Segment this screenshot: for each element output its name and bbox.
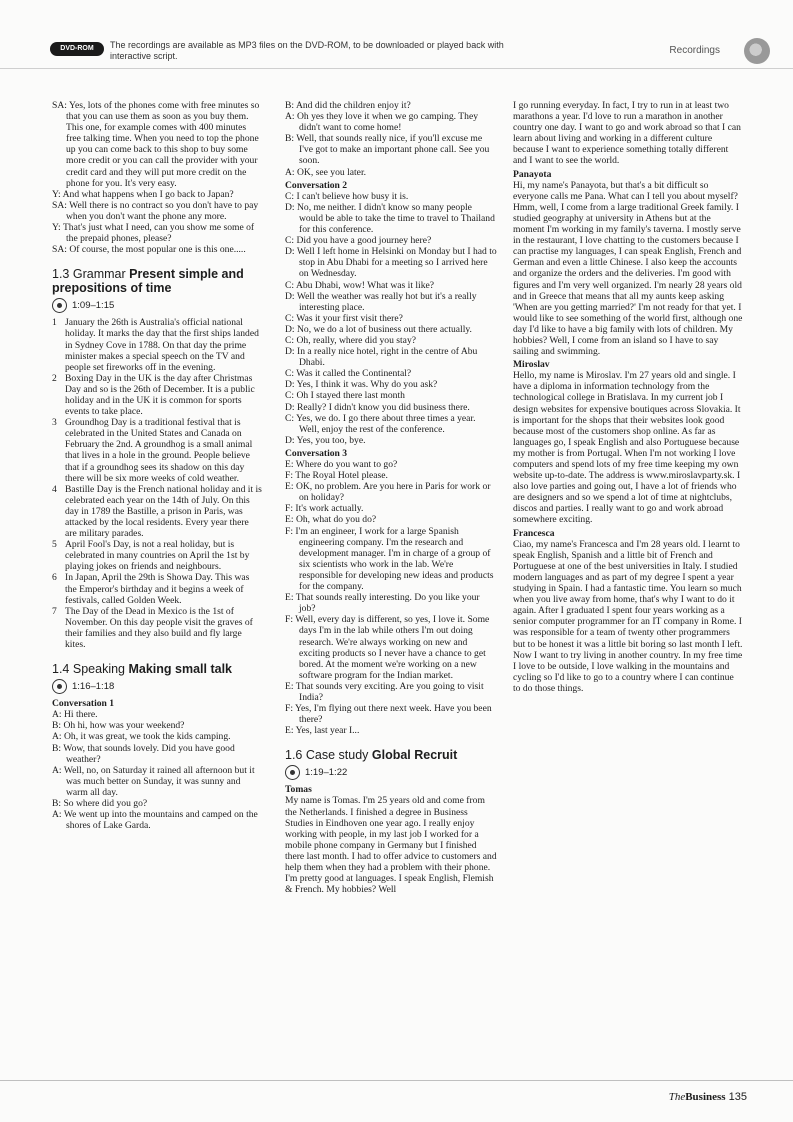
speaker-tag: D: — [285, 434, 297, 446]
list-item — [52, 572, 262, 605]
speaker-tag: E: — [285, 481, 296, 493]
dialogue-line — [285, 681, 497, 703]
line-text: Yes, you too, bye. — [296, 434, 366, 446]
speaker-tag: A: — [52, 809, 64, 821]
line-text: Wow, that sounds lovely. Did you have good weather? — [63, 742, 235, 765]
line-text: Well the weather was really hot but it's a really interesting place. — [296, 290, 477, 313]
speaker-tag: E: — [285, 592, 296, 604]
line-text: Well I left home in Helsinki on Monday but I had to stop in Abu Dhabi for a meeting so I arrived here on Wednesday. — [296, 246, 497, 280]
dialogue-line — [285, 413, 497, 435]
section-heading-1-3: 1.3 Grammar Present simple and prepositions of time — [52, 267, 244, 296]
speaker-name: Francesca — [513, 527, 555, 539]
line-text: Oh yes they love it when we go camping. They didn't want to come home! — [297, 111, 478, 134]
dialogue-line — [285, 111, 497, 133]
dialogue-line — [285, 470, 497, 481]
brand: TheBusiness — [668, 1091, 726, 1103]
disc-icon — [744, 38, 770, 64]
list-item — [52, 317, 262, 372]
line-text: Oh, what do you do? — [295, 514, 377, 526]
list-item — [52, 606, 262, 650]
dialogue-line — [52, 222, 262, 244]
dialogue-line — [285, 526, 497, 593]
dialogue-line — [285, 435, 497, 446]
list-item — [52, 539, 262, 572]
page-footer — [669, 1091, 747, 1103]
item-number: 1 — [52, 317, 57, 329]
line-text: That sounds really interesting. Do you like your job? — [295, 592, 480, 615]
speaker-tag: D: — [285, 346, 297, 358]
dvd-rom-badge: DVD-ROM — [50, 42, 104, 56]
dialogue-line — [285, 313, 497, 324]
speaker-tag: SA: — [52, 100, 69, 111]
dialogue-line — [285, 335, 497, 346]
line-text: OK, see you later. — [297, 166, 367, 178]
speaker-tag: D: — [285, 379, 297, 391]
dialogue-line — [285, 514, 497, 525]
monologue: Hi, my name's Panayota, but that's a bit difficult so everyone calls me Pana. What can I tell you about myself? Hmm, well, I come from a large traditional Greek family. I studied geography at university in Athens but at the moment I'm working in my family's taverna. I mostly serve in the restaurant, I love chatting to the customers because I can practise my languages, I can speak English, French and German and even a little Chinese. I also keep the accounts and organize the orders and the deliveries. I'm good with figures and I'm very well organized. I'm nearly 28 years old and in Greece that means that all my aunts keep asking 'When are you getting married?' I'm not ready for that yet. I would like to see something of the world first, although one day I'd like to have a big family with lots of children. My hobbies? Well, I come from an island so I have to say sailing and swimming. — [513, 179, 743, 358]
conversation-1 — [52, 709, 262, 831]
conversation-title: Conversation 3 — [285, 447, 348, 459]
list-item — [52, 417, 262, 484]
conversation-title: Conversation 1 — [52, 698, 115, 710]
track-ref[interactable]: 1:19–1:22 — [285, 765, 497, 780]
list-item — [52, 373, 262, 417]
speaker-tag: B: — [285, 133, 297, 145]
line-text: That sounds very exciting. Are you going to visit India? — [295, 680, 484, 703]
line-text: Oh I stayed there last month — [296, 390, 405, 402]
list-item — [52, 484, 262, 539]
speaker-tag: F: — [285, 525, 296, 537]
cd-icon — [285, 765, 300, 780]
line-text: OK, no problem. Are you here in Paris for work or on holiday? — [295, 481, 491, 504]
column-3 — [513, 100, 743, 694]
line-text: No, we do a lot of business out there actually. — [297, 323, 472, 335]
cd-icon — [52, 298, 67, 313]
line-text: Yes, we do. I go there about three times a year. Well, enjoy the rest of the conference. — [296, 412, 476, 435]
line-text: Yes, last year I... — [295, 725, 360, 737]
monologue: I go running everyday. In fact, I try to run in at least two marathons a year. I'd love to run a marathon in another country one day. I want to go and work abroad so that I can learn about living and working in a different culture because I want to experience something totally different and I want to see the world. — [513, 100, 741, 167]
line-text: Was it called the Continental? — [296, 368, 412, 380]
header-note: The recordings are available as MP3 files on the DVD-ROM, to be downloaded or played back with interactive script. — [110, 40, 504, 61]
dialogue-line — [285, 703, 497, 725]
line-text: In a really nice hotel, right in the centre of Abu Dhabi. — [297, 346, 478, 369]
dialogue-line — [52, 720, 262, 731]
dialogue-line — [285, 202, 497, 235]
page-header — [50, 40, 770, 70]
cd-icon — [52, 679, 67, 694]
speaker-name: Miroslav — [513, 359, 550, 371]
dialogue-line — [285, 368, 497, 379]
line-text: The Royal Hotel please. — [295, 470, 388, 482]
speaker-tag: D: — [285, 201, 297, 213]
speaker-tag: C: — [285, 412, 297, 424]
speaker-tag: F: — [285, 470, 296, 482]
dialogue-line — [285, 191, 497, 202]
speaker-tag: C: — [285, 390, 297, 402]
footer-rule — [0, 1080, 793, 1081]
dialogue-line — [285, 725, 497, 736]
dialogue-line — [52, 709, 262, 720]
dialogue-line — [285, 246, 497, 279]
speaker-tag: A: — [52, 731, 64, 743]
column-2 — [285, 100, 497, 895]
item-text: January the 26th is Australia's official national holiday. It marks the day that the first ships landed in Sydney Cove in 1788. On that day the prime minister makes a special speech on the TV and people set fireworks off in the evening. — [65, 317, 259, 373]
section-name: Recordings — [669, 45, 720, 56]
item-text: Groundhog Day is a traditional festival that is celebrated in the United States and Canada on February the 2nd. A groundhog is a small animal that lives in a hole in the ground. People believe that if a groundhog sees its shadow on this day there will be six more weeks of cold weather. — [65, 417, 253, 484]
dialogue-line — [285, 379, 497, 390]
dialogue-shop — [52, 100, 262, 255]
dialogue-line — [285, 592, 497, 614]
speaker-tag: SA: — [52, 244, 70, 256]
dialogue-line — [52, 189, 262, 200]
dialogue-line — [285, 133, 497, 166]
dialogue-line — [52, 200, 262, 222]
line-text: I'm an engineer, I work for a large Spanish engineering company. I'm the research and development manager. I'm in charge of a group of six scientists who work in the lab. We're responsible for developing new ideas and products for the company. — [295, 525, 494, 593]
section-heading-1-4: 1.4 Speaking Making small talk — [52, 662, 232, 677]
speaker-tag: Y: — [52, 188, 63, 200]
speaker-tag: E: — [285, 459, 296, 470]
speaker-tag: D: — [285, 323, 297, 335]
line-text: Oh hi, how was your weekend? — [63, 720, 185, 732]
dialogue-line — [285, 235, 497, 246]
line-text: It's work actually. — [295, 503, 364, 515]
page-number: 135 — [728, 1091, 747, 1103]
dialogue-line — [285, 100, 497, 111]
line-text: Abu Dhabi, wow! What was it like? — [295, 279, 435, 291]
speaker-tag: F: — [285, 503, 296, 515]
speaker-tag: D: — [285, 401, 297, 413]
line-text: Did you have a good journey here? — [296, 235, 432, 247]
line-text: Yes, I think it was. Why do you ask? — [296, 379, 438, 391]
speaker-tag: A: — [285, 166, 297, 178]
conversation-title: Conversation 2 — [285, 179, 348, 191]
line-text: Where do you want to go? — [295, 459, 398, 470]
item-number: 2 — [52, 372, 57, 384]
dialogue-line — [52, 798, 262, 809]
line-text: That's just what I need, can you show me some of the prepaid phones, please? — [62, 222, 255, 245]
section-heading-1-6: 1.6 Case study Global Recruit — [285, 748, 458, 763]
item-text: April Fool's Day, is not a real holiday, but is celebrated in many countries on April the 1st by playing jokes on friends and neighbours. — [65, 539, 250, 573]
line-text: Hi there. — [64, 709, 98, 721]
header-rule — [0, 68, 793, 69]
item-text: The Day of the Dead in Mexico is the 1st of November. On this day people visit the graves of their families and they also build and fly large kites. — [65, 605, 253, 651]
line-text: Oh, it was great, we took the kids camping. — [64, 731, 231, 743]
line-text: Was it your first visit there? — [296, 312, 403, 324]
line-text: Really? I didn't know you did business there. — [297, 401, 470, 413]
speaker-tag: C: — [285, 235, 297, 247]
item-text: Boxing Day in the UK is the day after Christmas Day and so is the 26th of December. It is a public holiday and in the UK it is common for sports events to take place. — [65, 372, 255, 418]
speaker-tag: E: — [285, 680, 296, 692]
dialogue-line — [52, 809, 262, 831]
dialogue-line — [52, 765, 262, 798]
speaker-tag: A: — [52, 709, 64, 721]
line-text: Well, that sounds really nice, if you'll excuse me I've got to make an important phone call. See you soon. — [296, 133, 490, 167]
item-number: 4 — [52, 483, 57, 495]
dialogue-line — [285, 167, 497, 178]
dialogue-line — [285, 324, 497, 335]
dialogue-line — [52, 100, 262, 189]
conversation-2 — [285, 191, 497, 446]
speaker-name: Tomas — [285, 784, 312, 796]
conversation-1-cont — [285, 100, 497, 178]
dialogue-line — [285, 390, 497, 401]
item-number: 7 — [52, 605, 57, 617]
speaker-tag: C: — [285, 279, 296, 291]
speaker-tag: E: — [285, 725, 296, 737]
monologue: Hello, my name is Miroslav. I'm 27 years old and single. I have a diploma in information technology from the technological college in Bratislava. In my current job I design websites for expensive boutiques across Slovakia. It is important for the shops that their websites look good because most of the customers shop online. As far as languages go, I speak English and also Portuguese because my mother is from Portugal. When I'm not working I love computers and spend lots of my free time keeping my own website up-to-date. The address is www.miroslavparty.sk. I also love parties and going out, I have a lot of friends who are designers and so we spend a lot of time at nightclubs, discos and parties. I really want to go and work abroad somewhere exciting. — [513, 370, 741, 526]
speaker-tag: SA: — [52, 199, 70, 211]
speaker-tag: F: — [285, 703, 296, 715]
speaker-tag: A: — [52, 764, 64, 776]
line-text: Of course, the most popular one is this one..... — [69, 244, 246, 256]
item-text: In Japan, April the 29th is Showa Day. This was the Emperor's birthday and it begins a week of festivals, called Golden Week. — [65, 572, 250, 606]
column-1 — [52, 100, 262, 831]
item-text: Bastille Day is the French national holiday and it is celebrated each year on the 14th of July. On this day in 1789 the Bastille, a prison in Paris, was attacked by the local residents. Every year there are military parades. — [65, 483, 262, 540]
dialogue-line — [52, 731, 262, 742]
holiday-list — [52, 317, 262, 650]
monologue: My name is Tomas. I'm 25 years old and come from the Netherlands. I finished a degree in Business Studies in Eindhoven one year ago. I really enjoy working with people, in my last job I worked for a mobile phone company in Germany but I finished there last month. I had to offer advice to customers and help them when they had a problem with their phone. I'm pretty good at languages. I speak English, Flemish & French. My hobbies? Well — [285, 795, 497, 896]
line-text: Well there is no contract so you don't have to pay when you don't want the phone any more. — [66, 199, 259, 222]
dialogue-line — [52, 743, 262, 765]
speaker-tag: B: — [52, 742, 64, 754]
speaker-tag: C: — [285, 312, 297, 324]
dialogue-line — [285, 280, 497, 291]
line-text: And did the children enjoy it? — [295, 100, 411, 111]
dialogue-line — [285, 481, 497, 503]
line-text: So where did you go? — [63, 797, 148, 809]
speaker-tag: D: — [285, 246, 297, 258]
dialogue-line — [285, 459, 497, 470]
dialogue-line — [285, 614, 497, 681]
track-ref[interactable]: 1:09–1:15 — [52, 298, 262, 313]
item-number: 5 — [52, 539, 57, 551]
dialogue-line — [285, 402, 497, 413]
line-text: We went up into the mountains and camped on the shores of Lake Garda. — [63, 809, 258, 832]
conversation-3 — [285, 459, 497, 736]
speaker-tag: F: — [285, 614, 296, 626]
dialogue-line — [285, 503, 497, 514]
dialogue-line — [285, 346, 497, 368]
item-number: 3 — [52, 417, 57, 429]
speaker-tag: D: — [285, 290, 297, 302]
speaker-tag: B: — [52, 720, 64, 732]
monologue: Ciao, my name's Francesca and I'm 28 years old. I learnt to speak English, Spanish and a little bit of French and Portuguese at one of the best universities in Italy. I studied modern languages and as part of my degree I spent a year studying in Spain. I had a fantastic time. You learn so much when you live away from home, that's why I want to do it again. After I graduated I spent four years working as a senior computer programmer for an IT company in Rome. I was responsible for a team of twenty other programmers but to be honest it was a little bit boring so last month I left. Now I want to try living in another country. In my free time I love to be outside, I love walking in the mountains and cycling so I'd like to go to a country where I can continue to do those things. — [513, 538, 743, 694]
dialogue-line — [285, 291, 497, 313]
speaker-tag: C: — [285, 368, 297, 380]
speaker-tag: B: — [52, 797, 64, 809]
line-text: I can't believe how busy it is. — [296, 190, 409, 202]
speaker-tag: E: — [285, 514, 296, 526]
speaker-tag: C: — [285, 334, 297, 346]
item-number: 6 — [52, 572, 57, 584]
line-text: And what happens when I go back to Japan? — [62, 188, 234, 200]
speaker-tag: C: — [285, 190, 297, 202]
line-text: Well, every day is different, so yes, I love it. Some days I'm in the lab while others I'm out doing research. We're always working on new and exciting products so I never have a chance to get bored. At the moment we're working on a new software program for the Indian market. — [295, 614, 490, 681]
line-text: Yes, lots of the phones come with free minutes so that you can use them as soon as you buy them. This one, for example comes with 400 minutes free talking time. When you need to top the phone up you can come back to this shop to buy some more credit or you can call the provider with your credit card and they will put more credit on the phone for you. It's very easy. — [66, 100, 260, 189]
speaker-tag: A: — [285, 111, 297, 123]
speaker-tag: Y: — [52, 222, 63, 234]
line-text: Oh, really, where did you stay? — [296, 334, 416, 346]
line-text: No, me neither. I didn't know so many people would be able to take the time to travel to Thailand for this conference. — [297, 201, 495, 236]
track-ref[interactable]: 1:16–1:18 — [52, 679, 262, 694]
speaker-tag: B: — [285, 100, 296, 111]
line-text: Yes, I'm flying out there next week. Have you been there? — [295, 703, 492, 726]
speaker-name: Panayota — [513, 168, 552, 180]
dialogue-line — [52, 244, 262, 255]
line-text: Well, no, on Saturday it rained all afternoon but it was much better on Sunday, it was sunny and warm all day. — [63, 764, 255, 798]
